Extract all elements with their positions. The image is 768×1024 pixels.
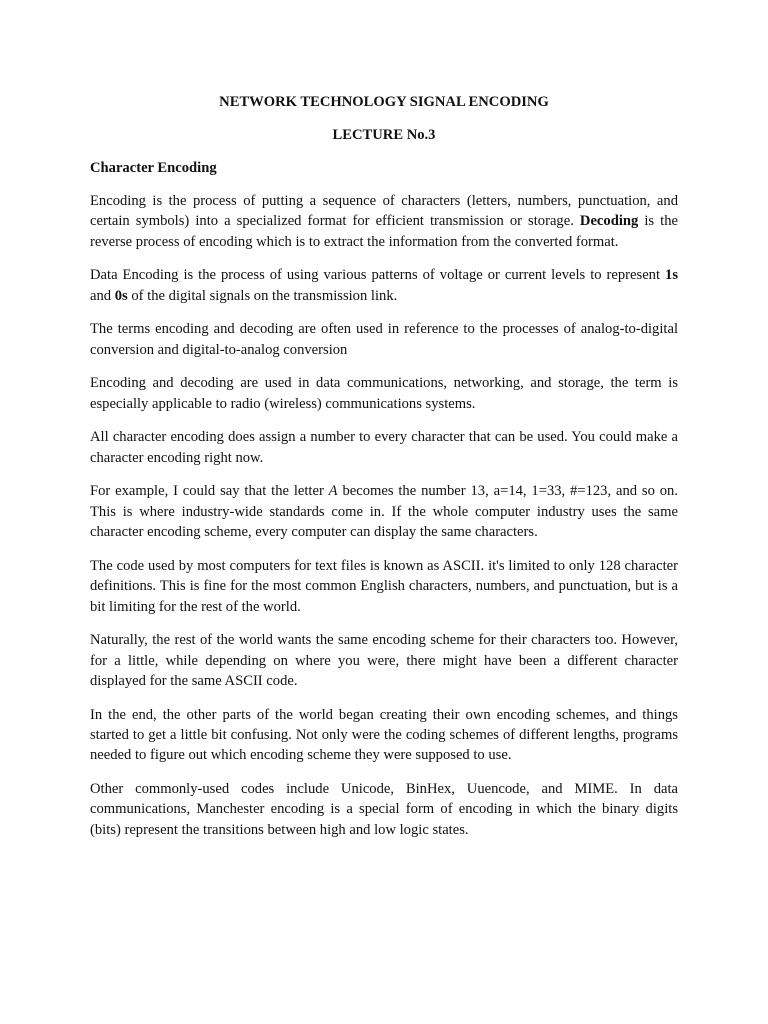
ones-term: 1s — [665, 267, 678, 284]
document-page — [90, 92, 678, 853]
paragraph-data-encoding — [90, 265, 678, 306]
paragraph-text: becomes the number 13, a=14, 1=33, #=123, and so on. This is where industry-wide standards come in. If the whole computer industry uses the same character encoding scheme, every computer can display the same characters. — [90, 483, 678, 541]
paragraph-example — [90, 481, 678, 542]
paragraph-other-codes: Other commonly-used codes include Unicode, BinHex, Uuencode, and MIME. In data communications, Manchester encoding is a special form of encoding in which the binary digits (bits) represent the transitions between high and low logic states. — [90, 781, 678, 838]
paragraph-text: Encoding is the process of putting a sequence of characters (letters, numbers, punctuation, and certain symbols) into a specialized format for efficient transmission or storage. — [90, 193, 678, 230]
section-heading: Character Encoding — [90, 160, 217, 176]
paragraph-world: Naturally, the rest of the world wants the same encoding scheme for their characters too. However, for a little, while depending on where you were, there might have been a different character displayed for the same ASCII code. — [90, 632, 678, 690]
paragraph-text: Data Encoding is the process of using various patterns of voltage or current levels to represent — [90, 267, 666, 284]
paragraph-text: and — [90, 287, 115, 304]
paragraph-schemes: In the end, the other parts of the world began creating their own encoding schemes, and things started to get a little bit confusing. Not only were the coding schemes of different lengths, programs needed to figure out which encoding scheme they were supposed to use. — [90, 706, 678, 764]
paragraph-character-encoding: All character encoding does assign a number to every character that can be used. You could make a character encoding right now. — [90, 429, 678, 466]
letter-a: A — [328, 483, 338, 500]
paragraph-text: For example, I could say that the letter — [90, 483, 329, 500]
paragraph-text: of the digital signals on the transmission link. — [127, 287, 398, 304]
paragraph-terms: The terms encoding and decoding are often used in reference to the processes of analog-to-digital conversion and digital-to-analog conversion — [90, 321, 678, 358]
lecture-number: LECTURE No.3 — [332, 127, 436, 143]
paragraph-ascii: The code used by most computers for text files is known as ASCII. it's limited to only 128 character definitions. This is fine for the most common English characters, numbers, and punctuation, but is a bit limiting for the rest of the world. — [90, 557, 678, 615]
paragraph-encoding-definition — [90, 191, 678, 252]
document-title: NETWORK TECHNOLOGY SIGNAL ENCODING — [219, 94, 549, 110]
zeros-term: 0s — [114, 287, 128, 304]
decoding-term: Decoding — [579, 213, 639, 230]
paragraph-usage: Encoding and decoding are used in data communications, networking, and storage, the term is especially applicable to radio (wireless) communications systems. — [90, 375, 678, 412]
paragraph-text: is the reverse process of encoding which is to extract the information from the converted format. — [90, 213, 678, 250]
